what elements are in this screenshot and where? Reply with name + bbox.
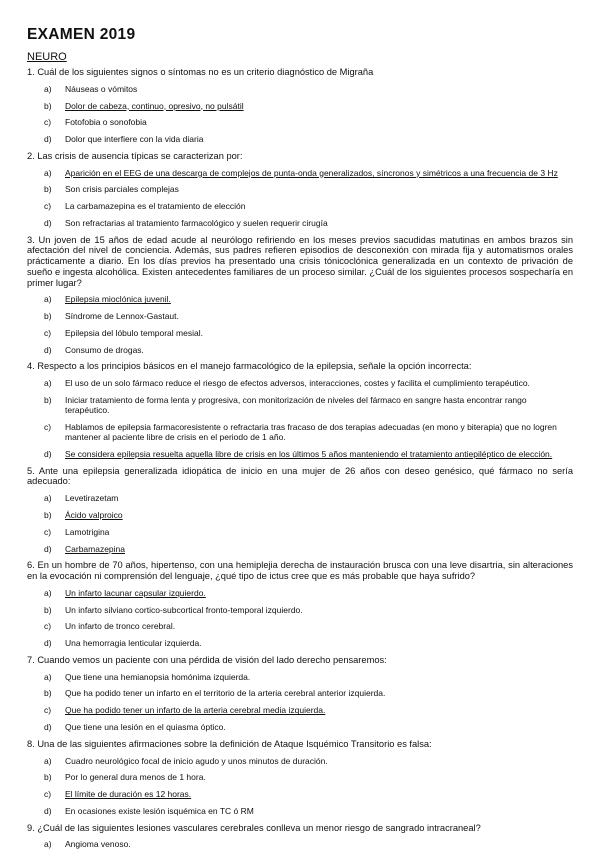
option-label: c) (44, 705, 52, 716)
question-2 (27, 151, 573, 228)
option-text: Lamotrigina (65, 526, 110, 537)
option-list (27, 84, 573, 145)
option-text: Angioma venoso. (65, 839, 131, 850)
answer-option (27, 493, 573, 503)
question-3 (27, 235, 573, 355)
option-list (27, 588, 573, 649)
question-text: 5. Ante una epilepsia generalizada idiopática de inicio en una mujer de 26 años con deseo genésico, qué fármaco no sería adecuado: (27, 465, 573, 487)
option-text: La carbamazepina es el tratamiento de elección (65, 201, 246, 212)
option-label: b) (44, 311, 52, 322)
option-text: En ocasiones existe lesión isquémica en TC ó RM (65, 805, 254, 816)
question-7 (27, 655, 573, 732)
option-label: b) (44, 394, 52, 405)
answer-option (27, 184, 573, 194)
option-label: b) (44, 100, 52, 111)
option-text: Que tiene una lesión en el quiasma óptico. (65, 722, 226, 733)
option-text: Cuadro neurológico focal de inicio agudo y unos minutos de duración. (65, 755, 328, 766)
option-list (27, 493, 573, 554)
option-label: a) (44, 493, 52, 504)
option-list (27, 168, 573, 229)
option-label: a) (44, 83, 52, 94)
answer-option (27, 422, 573, 442)
answer-option (27, 345, 573, 355)
answer-option (27, 449, 573, 459)
option-label: a) (44, 167, 52, 178)
answer-option (27, 638, 573, 648)
option-list (27, 839, 573, 849)
question-list (27, 67, 573, 856)
question-text: 4. Respecto a los principios básicos en el manejo farmacológico de la epilepsia, señale la opción incorrecta: (27, 361, 472, 372)
option-text: Son crisis parciales complejas (65, 184, 179, 195)
option-text-marked: Aparición en el EEG de una descarga de complejos de punta-onda generalizados, síncronos y simétricos a una frecuencia de 3 Hz (65, 167, 558, 178)
question-5 (27, 466, 573, 554)
option-label: d) (44, 805, 52, 816)
question-text: 1. Cuál de los siguientes signos o síntomas no es un criterio diagnóstico de Migraña (27, 67, 374, 77)
answer-option (27, 588, 573, 598)
answer-option (27, 839, 573, 849)
answer-option (27, 672, 573, 682)
question-6 (27, 560, 573, 648)
option-text-marked: Ácido valproico (65, 509, 123, 520)
answer-option (27, 168, 573, 178)
option-text-marked: El límite de duración es 12 horas. (65, 789, 192, 800)
answer-option (27, 311, 573, 321)
option-text: Que tiene una hemianopsia homónima izquierda. (65, 671, 251, 682)
option-label: c) (44, 117, 52, 128)
question-text: 2. Las crisis de ausencia típicas se caracterizan por: (27, 150, 243, 161)
option-label: b) (44, 688, 52, 699)
option-label: b) (44, 604, 52, 615)
option-list (27, 756, 573, 817)
question-text: 6. En un hombre de 70 años, hipertenso, con una hemiplejia derecha de instauración brusca con una leve disartria, sin alteraciones en la evocación ni comprensión del lenguaje, ¿qué tipo de ictus cree que es más probable que haya sufrido? (27, 560, 573, 582)
answer-option (27, 527, 573, 537)
answer-option (27, 395, 573, 415)
option-label: b) (44, 184, 52, 195)
answer-option (27, 117, 573, 127)
answer-option (27, 789, 573, 799)
option-label: d) (44, 448, 52, 459)
option-text: Hablamos de epilepsia farmacoresistente o refractaria tras fracaso de dos terapias adecuadas (en mono y biterapia) que no logren mantener al paciente libre de crisis en el periodo de 1 año. (65, 421, 557, 443)
option-text: Levetirazetam (65, 493, 119, 504)
option-text: Un infarto de tronco cerebral. (65, 621, 176, 632)
option-text: Consumo de drogas. (65, 344, 144, 355)
option-text: Una hemorragia lenticular izquierda. (65, 638, 202, 649)
question-text: 8. Una de las siguientes afirmaciones sobre la definición de Ataque Isquémico Transitorio es falsa: (27, 738, 432, 749)
option-list (27, 294, 573, 355)
answer-option (27, 294, 573, 304)
option-label: c) (44, 421, 52, 432)
option-label: d) (44, 638, 52, 649)
answer-option (27, 621, 573, 631)
answer-option (27, 101, 573, 111)
option-text: Síndrome de Lennox-Gastaut. (65, 311, 179, 322)
option-text-marked: Carbamazepina (65, 543, 126, 554)
answer-option (27, 134, 573, 144)
option-label: d) (44, 344, 52, 355)
answer-option (27, 84, 573, 94)
question-4 (27, 361, 573, 459)
answer-option (27, 378, 573, 388)
option-text-marked: Epilepsia mioclónica juvenil. (65, 294, 171, 305)
answer-option (27, 201, 573, 211)
option-text-marked: Dolor de cabeza, continuo, opresivo, no pulsátil (65, 100, 244, 111)
exam-title: EXAMEN 2019 (27, 26, 136, 43)
option-label: d) (44, 217, 52, 228)
answer-option (27, 756, 573, 766)
option-label: c) (44, 789, 52, 800)
option-label: c) (44, 327, 52, 338)
answer-option (27, 806, 573, 816)
option-list (27, 672, 573, 733)
option-label: b) (44, 772, 52, 783)
option-text: Un infarto silviano cortico-subcortical fronto-temporal izquierdo. (65, 604, 303, 615)
question-8 (27, 739, 573, 816)
option-label: a) (44, 755, 52, 766)
answer-option (27, 772, 573, 782)
option-label: b) (44, 509, 52, 520)
question-text: 9. ¿Cuál de las siguientes lesiones vasculares cerebrales conlleva un menor riesgo de sangrado intracraneal? (27, 822, 481, 833)
section-heading: NEURO (27, 51, 67, 63)
option-text: Dolor que interfiere con la vida diaria (65, 134, 204, 145)
option-label: a) (44, 294, 52, 305)
answer-option (27, 218, 573, 228)
option-text: Son refractarias al tratamiento farmacológico y suelen requerir cirugía (65, 217, 328, 228)
option-label: d) (44, 722, 52, 733)
option-text: El uso de un solo fármaco reduce el riesgo de efectos adversos, interacciones, costes y facilita el cumplimiento terapéutico. (65, 378, 530, 389)
option-label: a) (44, 587, 52, 598)
option-label: a) (44, 671, 52, 682)
answer-option (27, 722, 573, 732)
option-text-marked: Que ha podido tener un infarto de la arteria cerebral media izquierda. (65, 705, 326, 716)
option-text: Que ha podido tener un infarto en el territorio de la arteria cerebral anterior izquierda. (65, 688, 386, 699)
answer-option (27, 328, 573, 338)
answer-option (27, 705, 573, 715)
question-text: 3. Un joven de 15 años de edad acude al neurólogo refiriendo en los meses previos sacudidas matutinas en ambos brazos sin afectación del nivel de conciencia. Además, sus padres refieren episodios de desconexión con mirada fija y automatismos orales prácticamente a diario. En los días previos ha presentado una crisis tónicoclónica generalizada en un contexto de privación de sueño e ingesta alcohólica. Existen antecedentes familiares de un proceso similar. ¿Cuál de los siguientes procesos sospecharía en primer lugar? (27, 234, 573, 288)
option-text: Epilepsia del lóbulo temporal mesial. (65, 327, 203, 338)
option-text: Náuseas o vómitos (65, 83, 138, 94)
option-label: c) (44, 201, 52, 212)
option-list (27, 378, 573, 459)
option-text: Iniciar tratamiento de forma lenta y progresiva, con monitorización de niveles del fármaco en sangre hasta encontrar rango terapéutico. (65, 394, 527, 416)
option-label: d) (44, 543, 52, 554)
question-text: 7. Cuando vemos un paciente con una pérdida de visión del lado derecho pensaremos: (27, 654, 387, 665)
option-text-marked: Un infarto lacunar capsular izquierdo. (65, 587, 206, 598)
option-label: a) (44, 378, 52, 389)
option-label: a) (44, 839, 52, 850)
answer-option (27, 688, 573, 698)
option-label: c) (44, 621, 52, 632)
option-label: c) (44, 526, 52, 537)
answer-option (27, 605, 573, 615)
option-label: d) (44, 134, 52, 145)
option-text: Por lo general dura menos de 1 hora. (65, 772, 206, 783)
question-9 (27, 823, 573, 850)
option-text: Fotofobia o sonofobia (65, 117, 147, 128)
answer-option (27, 544, 573, 554)
option-text-marked: Se considera epilepsia resuelta aquella libre de crisis en los últimos 5 años manteniendo el tratamiento antiepiléptico de elección. (65, 448, 553, 459)
answer-option (27, 510, 573, 520)
question-1 (27, 67, 573, 144)
